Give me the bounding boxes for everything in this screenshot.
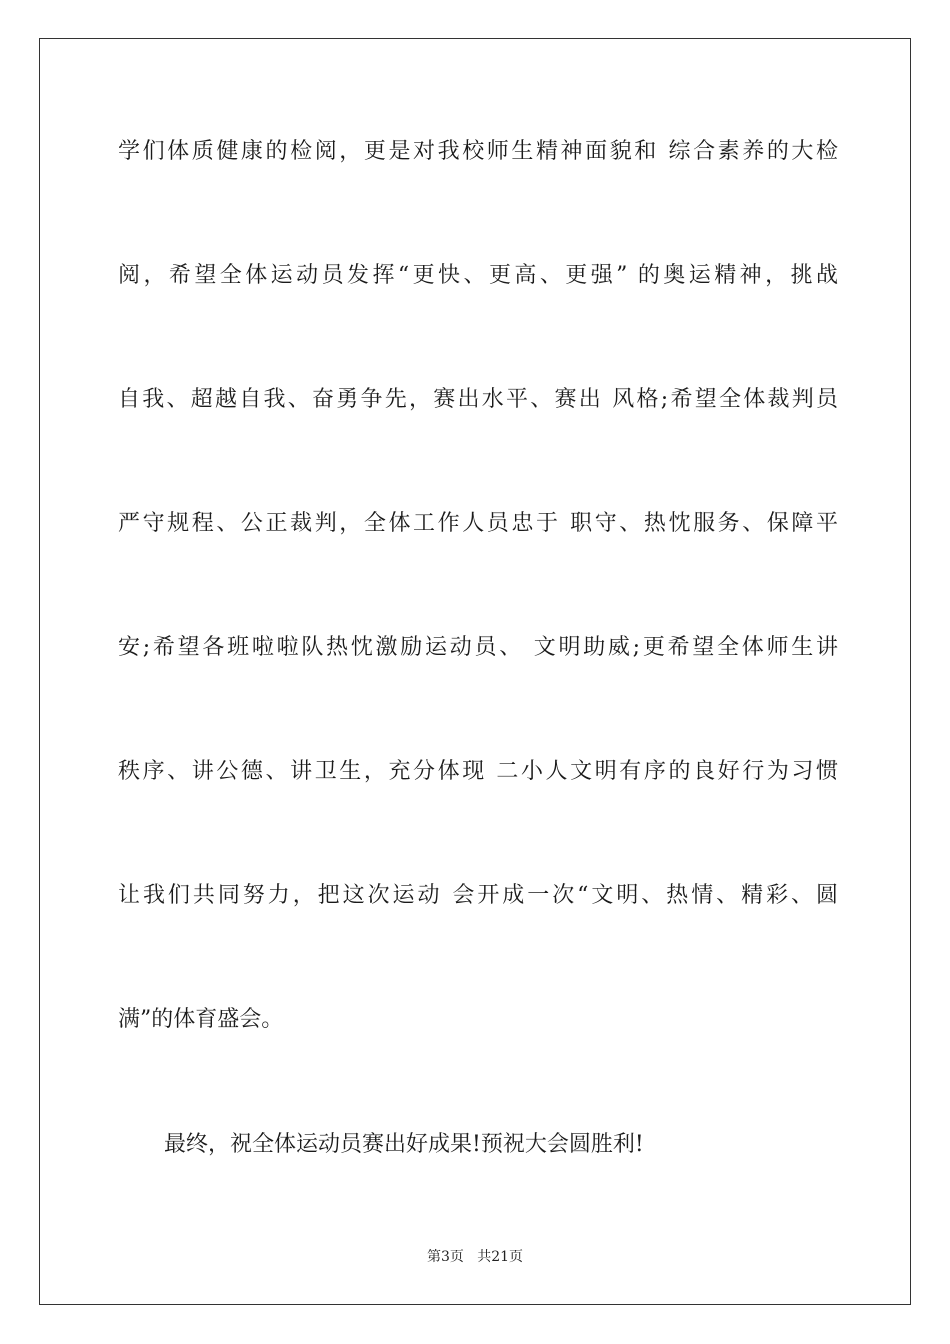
body-line-7: 让我们共同努力，把这次运动 会开成一次“文明、热情、精彩、圆	[118, 883, 838, 908]
body-line-4: 严守规程、公正裁判，全体工作人员忠于 职守、热忱服务、保障平	[118, 511, 838, 536]
body-line-2: 阅，希望全体运动员发挥“更快、更高、更强” 的奥运精神，挑战	[118, 263, 838, 288]
page-border	[39, 38, 911, 1305]
page-number-footer: 第3页 共21页	[426, 1249, 524, 1265]
body-line-6: 秩序、讲公德、讲卫生，充分体现 二小人文明有序的良好行为习惯	[118, 759, 838, 784]
body-line-3: 自我、超越自我、奋勇争先，赛出水平、赛出 风格;希望全体裁判员	[118, 387, 838, 412]
body-line-5: 安;希望各班啦啦队热忱激励运动员、 文明助威;更希望全体师生讲	[118, 635, 838, 660]
body-line-1: 学们体质健康的检阅，更是对我校师生精神面貌和 综合素养的大检	[118, 139, 838, 164]
closing-paragraph: 最终，祝全体运动员赛出好成果!预祝大会圆胜利!	[164, 1132, 644, 1157]
body-line-8: 满”的体育盛会。	[118, 1007, 284, 1032]
